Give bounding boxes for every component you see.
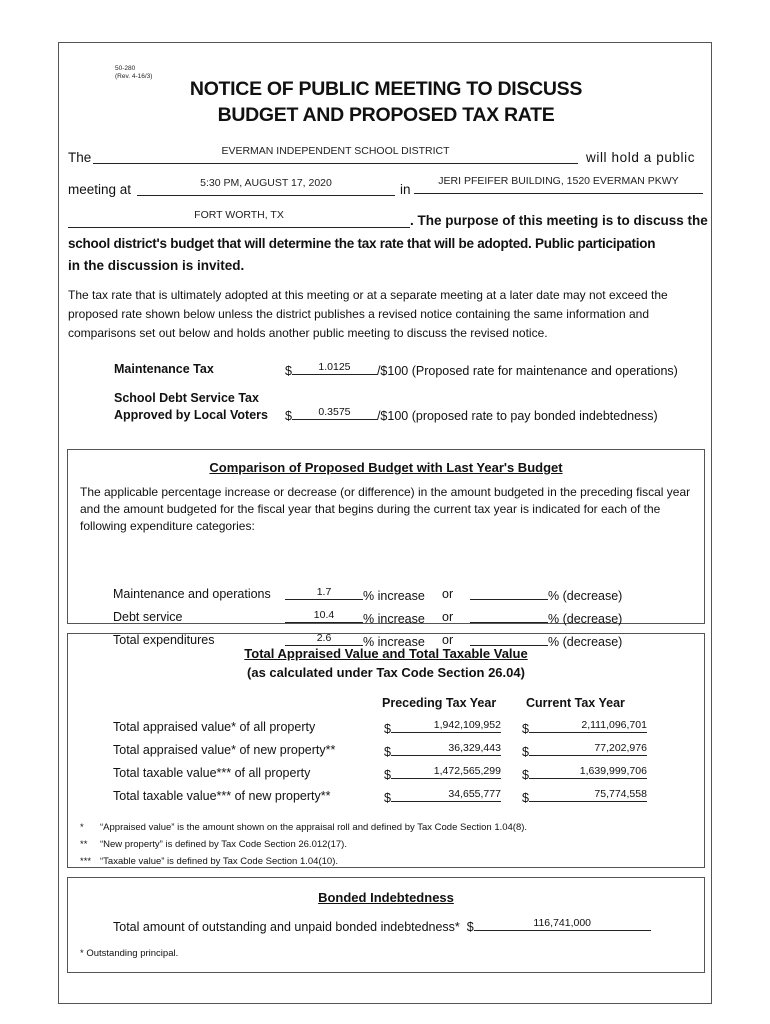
form-revision-text: (Rev. 4-16/3) [115, 73, 153, 80]
dollar-sign: $ [384, 722, 391, 736]
appraised-value-section [67, 633, 705, 868]
increase-value: 10.4 [313, 609, 335, 621]
preceding-year-value: 1,472,565,299 [433, 765, 501, 777]
maintenance-rate-value: 1.0125 [318, 361, 351, 373]
notice-paragraph: The tax rate that is ultimately adopted at this meeting or at a separate meeting at a later date may not exceed the proposed rate shown below unless the district publishes a revised notice containing the same information and comparisons set out below and holds another public meeting to discuss the revised notice. [68, 288, 668, 340]
meeting-place-value: JERI PFEIFER BUILDING, 1520 EVERMAN PKWY [438, 175, 679, 187]
or-label: or [442, 587, 454, 601]
dollar-sign: $ [285, 409, 292, 423]
preceding-year-value-group [384, 720, 501, 736]
decrease-label: % (decrease) [548, 589, 623, 603]
purpose-line-3: in the discussion is invited. [68, 258, 245, 273]
purpose-line-1: . The purpose of this meeting is to discuss the [410, 213, 708, 228]
dollar-sign: $ [522, 791, 529, 805]
increase-group [285, 587, 425, 603]
city-value: FORT WORTH, TX [194, 209, 284, 221]
district-value: EVERMAN INDEPENDENT SCHOOL DISTRICT [221, 145, 450, 157]
expenditure-category-label: Maintenance and operations [113, 587, 271, 601]
preceding-year-value: 34,655,777 [448, 788, 501, 800]
dollar-sign: $ [285, 364, 292, 378]
current-year-value-group [522, 743, 647, 759]
dollar-sign: $ [384, 791, 391, 805]
bonded-heading: Bonded Indebtedness [318, 890, 454, 905]
appraised-heading-2: (as calculated under Tax Code Section 26.04) [247, 665, 525, 680]
dollar-sign: $ [522, 768, 529, 782]
preceding-year-value-group [384, 789, 501, 805]
dollar-sign: $ [384, 768, 391, 782]
meeting-time-field[interactable] [137, 177, 395, 196]
current-year-value-group [522, 789, 647, 805]
appraised-row-label: Total taxable value*** of all property [113, 766, 311, 780]
current-year-value-group [522, 766, 647, 782]
current-year-field[interactable] [529, 789, 647, 802]
footnote-text: “Taxable value” is defined by Tax Code Section 1.04(10). [100, 856, 338, 867]
expenditure-category-label: Debt service [113, 610, 183, 624]
current-year-value: 1,639,999,706 [579, 765, 647, 777]
district-field[interactable] [93, 145, 578, 164]
preceding-year-value: 1,942,109,952 [433, 719, 501, 731]
preceding-year-field[interactable] [391, 789, 501, 802]
preceding-year-value: 36,329,443 [448, 742, 501, 754]
increase-value: 2.6 [316, 632, 332, 644]
appraised-row-label: Total appraised value* of new property** [113, 743, 336, 757]
increase-value: 1.7 [316, 586, 332, 598]
meeting-time-value: 5:30 PM, AUGUST 17, 2020 [200, 177, 332, 189]
debt-rate-value: 0.3575 [318, 406, 351, 418]
comparison-section [67, 449, 705, 649]
current-year-value: 77,202,976 [594, 742, 647, 754]
intro-meeting-at: meeting at [68, 182, 132, 197]
bonded-footnote: * Outstanding principal. [80, 948, 179, 959]
decrease-group [470, 610, 622, 626]
bonded-amount-field[interactable] [474, 918, 651, 931]
footnote-text: “Appraised value” is the amount shown on the appraisal roll and defined by Tax Code Section 1.04(8). [100, 822, 528, 833]
footnote-mark: ** [80, 839, 88, 850]
maintenance-rate-field[interactable] [292, 362, 377, 375]
bonded-label: Total amount of outstanding and unpaid bonded indebtedness* [113, 920, 460, 934]
footnote-text: “New property” is defined by Tax Code Section 26.012(17). [100, 839, 347, 850]
decrease-field[interactable] [470, 610, 548, 623]
increase-field[interactable] [285, 610, 363, 623]
city-field[interactable] [68, 209, 410, 228]
increase-field[interactable] [285, 587, 363, 600]
increase-label: % increase [363, 635, 425, 649]
bonded-indebtedness-section [67, 877, 705, 973]
or-label: or [442, 610, 454, 624]
col-preceding-year: Preceding Tax Year [382, 696, 497, 710]
increase-label: % increase [363, 612, 425, 626]
preceding-year-field[interactable] [391, 720, 501, 733]
maintenance-rate-desc: /$100 (Proposed rate for maintenance and operations) [376, 364, 678, 378]
debt-service-rate [285, 407, 658, 423]
increase-group [285, 610, 425, 626]
form-number-text: 50-280 [115, 65, 136, 72]
current-year-value: 2,111,096,701 [581, 719, 647, 731]
debt-label-line-2: Approved by Local Voters [114, 408, 268, 422]
intro-the: The [68, 150, 92, 165]
expenditure-category-label: Total expenditures [113, 633, 215, 647]
intro-will-hold: will hold a public [586, 150, 696, 165]
debt-rate-field[interactable] [292, 407, 377, 420]
page-title [59, 76, 713, 128]
decrease-label: % (decrease) [548, 612, 623, 626]
debt-rate-desc: /$100 (proposed rate to pay bonded indebtedness) [376, 409, 658, 423]
current-year-field[interactable] [529, 766, 647, 779]
decrease-group [470, 587, 622, 603]
preceding-year-field[interactable] [391, 743, 501, 756]
maintenance-tax-rate [285, 362, 678, 378]
intro-in: in [400, 182, 411, 197]
dollar-sign: $ [466, 920, 474, 934]
meeting-place-field[interactable] [414, 175, 703, 194]
preceding-year-value-group [384, 766, 501, 782]
debt-service-label [114, 390, 268, 424]
purpose-line-2: school district's budget that will determine the tax rate that will be adopted. Public participation [68, 236, 656, 251]
comparison-paragraph: The applicable percentage increase or decrease (or difference) in the amount budgeted in the preceding fiscal year and the amount budgeted for the fiscal year that begins during the current tax year is indicated for each of the following expenditure categories: [80, 485, 691, 533]
dollar-sign: $ [522, 722, 529, 736]
decrease-field[interactable] [470, 587, 548, 600]
col-current-year: Current Tax Year [526, 696, 625, 710]
current-year-value: 75,774,558 [594, 788, 647, 800]
or-label: or [442, 633, 454, 647]
current-year-value-group [522, 720, 647, 736]
footnote-mark: * [80, 822, 84, 833]
increase-label: % increase [363, 589, 425, 603]
bonded-amount-value: 116,741,000 [533, 917, 592, 929]
appraised-heading-1: Total Appraised Value and Total Taxable Value [244, 646, 528, 661]
current-year-field[interactable] [529, 743, 647, 756]
preceding-year-value-group [384, 743, 501, 759]
preceding-year-field[interactable] [391, 766, 501, 779]
bonded-row [113, 918, 651, 934]
maintenance-tax-label: Maintenance Tax [114, 362, 214, 376]
dollar-sign: $ [384, 745, 391, 759]
appraised-row-label: Total taxable value*** of new property** [113, 789, 331, 803]
decrease-label: % (decrease) [548, 635, 623, 649]
comparison-heading: Comparison of Proposed Budget with Last Year's Budget [209, 460, 563, 475]
footnote-mark: *** [80, 856, 92, 867]
appraised-row-label: Total appraised value* of all property [113, 720, 316, 734]
title-line-2: BUDGET AND PROPOSED TAX RATE [217, 104, 555, 126]
dollar-sign: $ [522, 745, 529, 759]
title-line-1: NOTICE OF PUBLIC MEETING TO DISCUSS [189, 78, 583, 100]
debt-label-line-1: School Debt Service Tax [114, 391, 259, 405]
current-year-field[interactable] [529, 720, 647, 733]
notice-form [58, 42, 712, 1004]
